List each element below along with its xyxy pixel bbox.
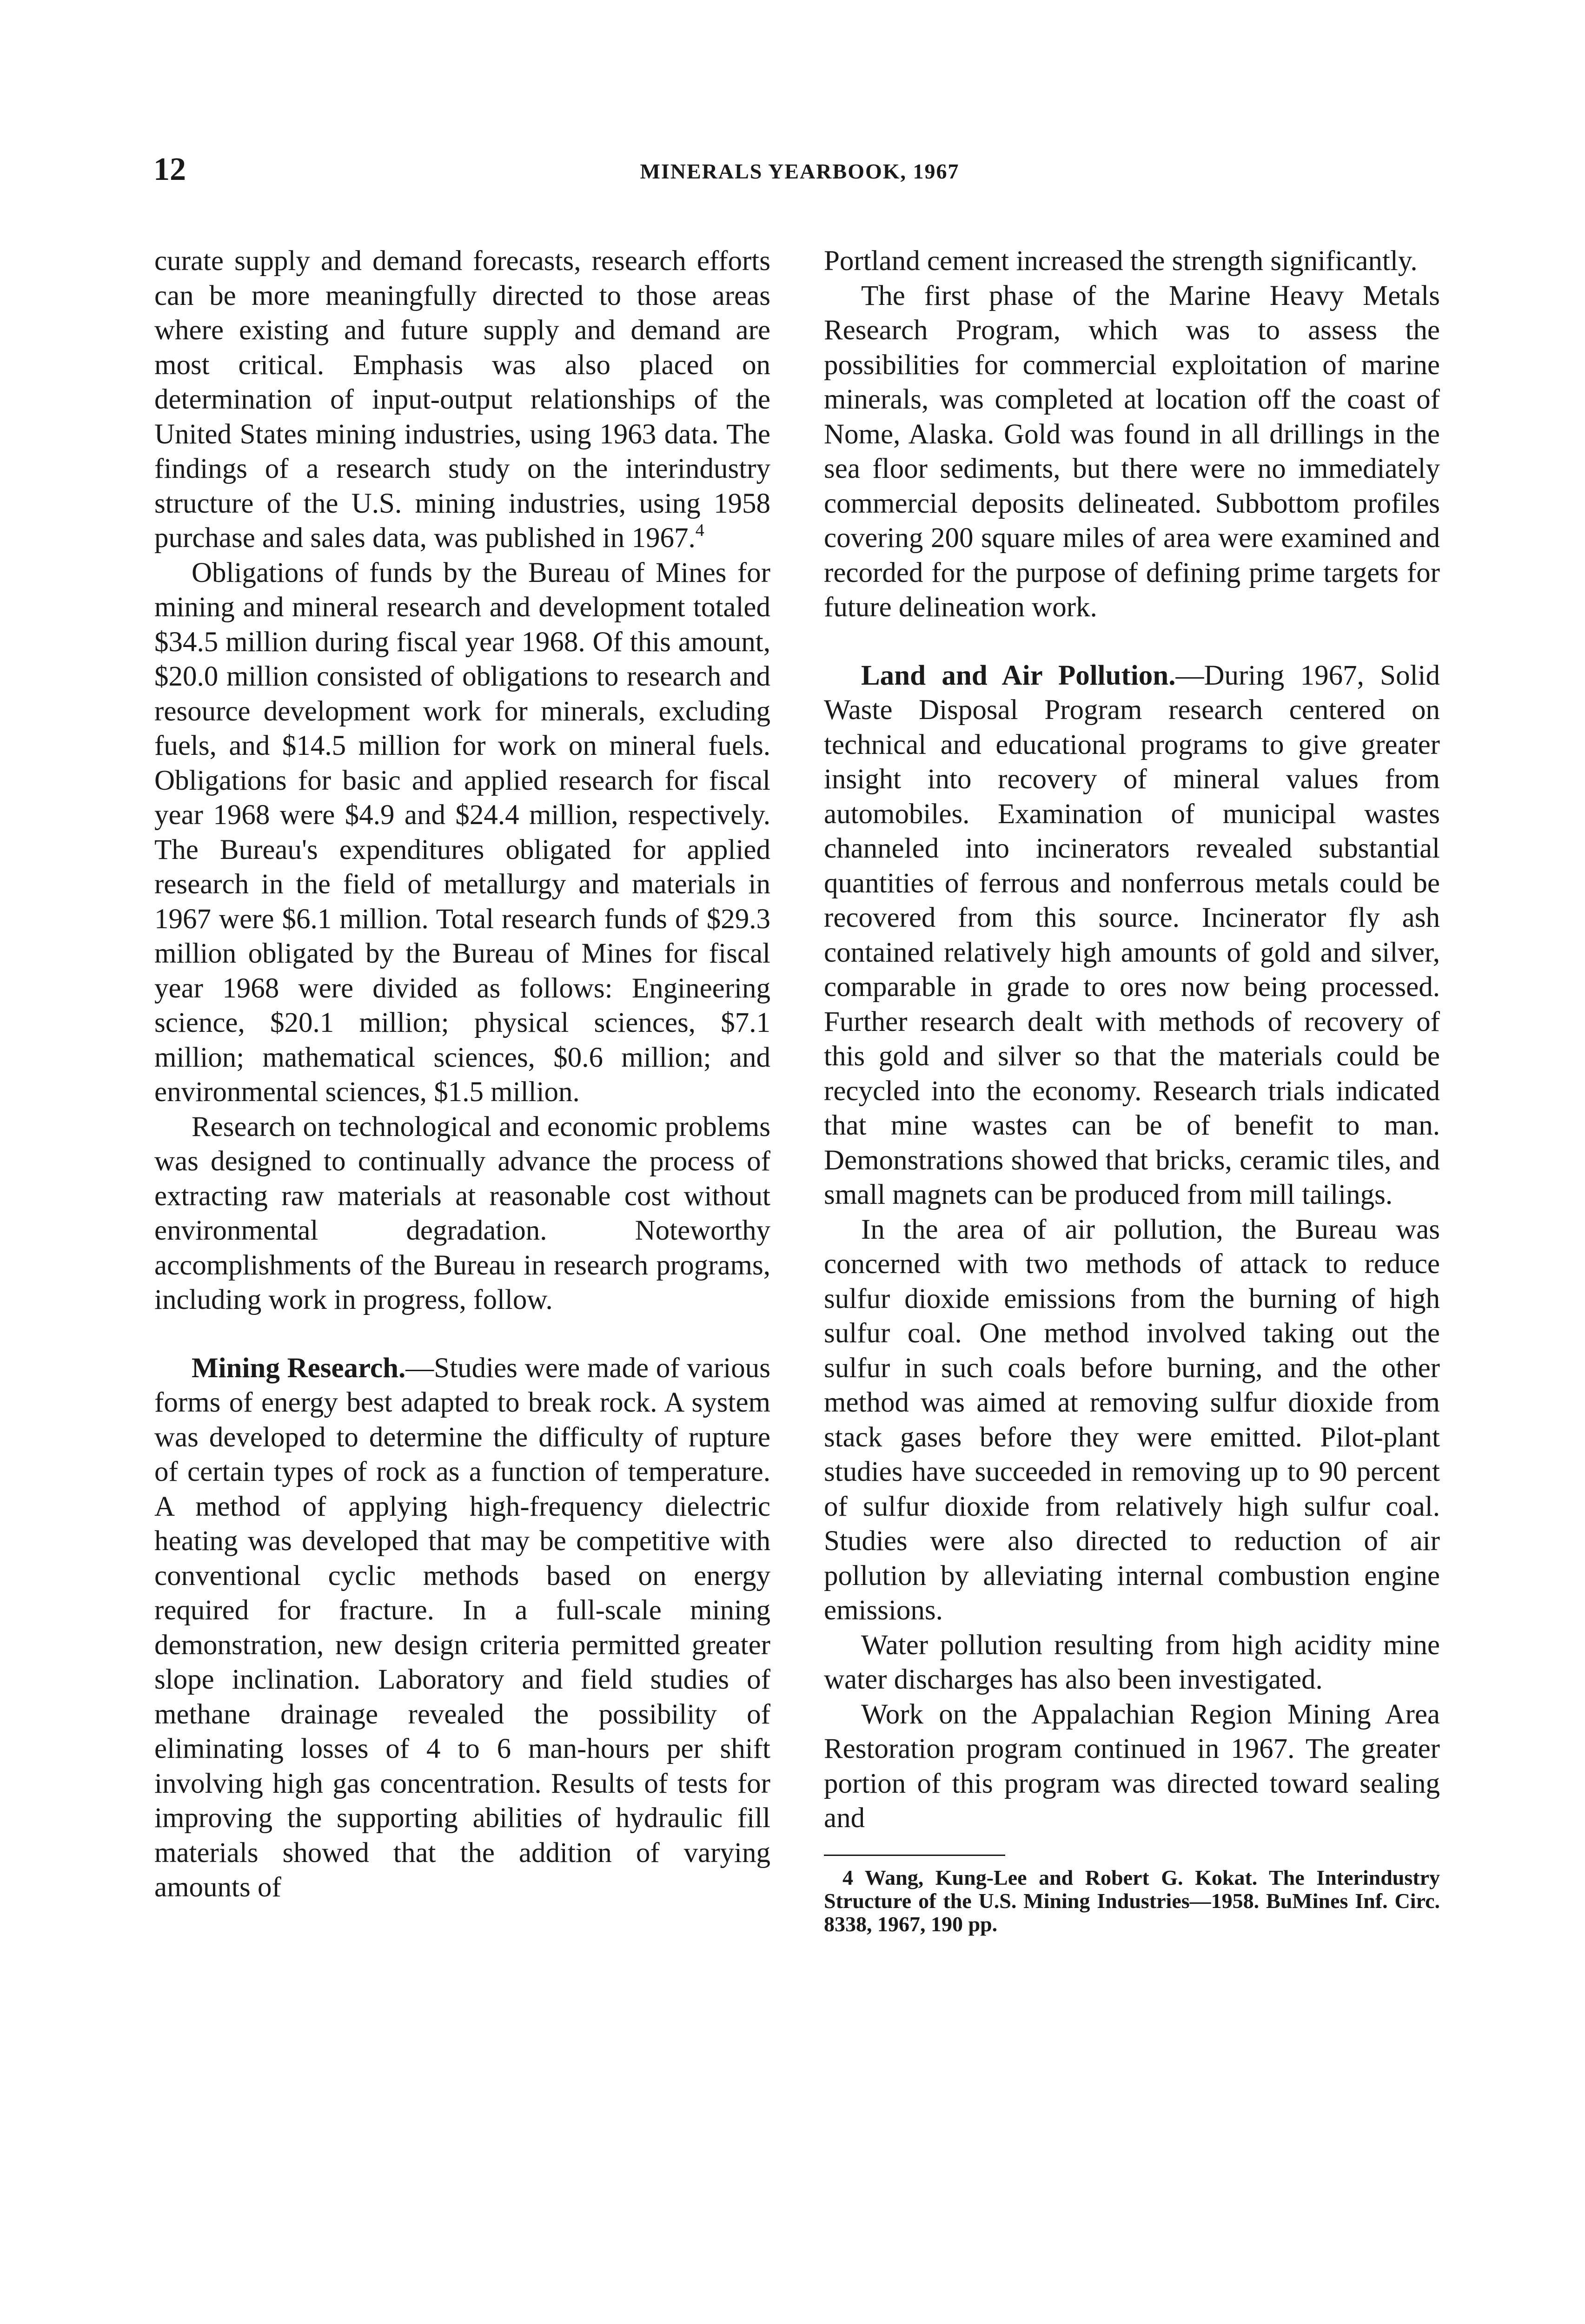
- footnote: 4 Wang, Kung-Lee and Robert G. Kokat. The Interindustry Structure of the U.S. Mining Industries—1958. BuMines Inf. Circ. 8338, 1967, 190 pp.: [824, 1865, 1440, 1936]
- section-heading: Land and Air Pollution.: [861, 660, 1176, 691]
- paragraph-text: curate supply and demand forecasts, research efforts can be more meaningfully directed to those areas where existing and future supply and demand are most critical. Emphasis was also placed on determination of input-output relationships of the United States mining industries, using 1963 data. The findings of a research study on the interindustry structure of the U.S. mining industries, using 1958 purchase and sales data, was published in 1967.: [154, 245, 770, 554]
- section-text: —Studies were made of various forms of energy best adapted to break rock. A system was developed to determine the difficulty of rupture of certain types of rock as a function of temperature. A method of applying high-frequency dielectric heating was developed that may be competitive with conventional cyclic methods based on energy required for fracture. In a full-scale mining demonstration, new design criteria permitted greater slope inclination. Laboratory and field studies of methane drainage revealed the possibility of eliminating losses of 4 to 6 man-hours per shift involving high gas concentration. Results of tests for improving the supporting abilities of hydraulic fill materials showed that the addition of varying amounts of: [154, 1352, 771, 1903]
- right-column: [824, 244, 1440, 1936]
- paragraph: Obligations of funds by the Bureau of Mines for mining and mineral research and development totaled $34.5 million during fiscal year 1968. Of this amount, $20.0 million consisted of obligations to research and resource development work for minerals, excluding fuels, and $14.5 million for work on mineral fuels. Obligations for basic and applied research for fiscal year 1968 were $4.9 and $24.4 million, respectively. The Bureau's expenditures obligated for applied research in the field of metallurgy and materials in 1967 were $6.1 million. Total research funds of $29.3 million obligated by the Bureau of Mines for fiscal year 1968 were divided as follows: Engineering science, $20.1 million; physical sciences, $7.1 million; mathematical sciences, $0.6 million; and environmental sciences, $1.5 million.: [154, 557, 770, 1108]
- left-column: [154, 244, 770, 1905]
- paragraph: Work on the Appalachian Region Mining Area Restoration program continued in 1967. The greater portion of this program was directed toward sealing and: [824, 1698, 1440, 1834]
- paragraph: Water pollution resulting from high acidity mine water discharges has also been investigated.: [824, 1629, 1440, 1695]
- page-header: [153, 153, 1446, 200]
- paragraph: Portland cement increased the strength significantly.: [824, 245, 1418, 277]
- section-text: —During 1967, Solid Waste Disposal Program research centered on technical and educational programs to give greater insight into recovery of mineral values from automobiles. Examination of municipal wastes channeled into incinerators revealed substantial quantities of ferrous and nonferrous metals could be recovered from this source. Incinerator fly ash contained relatively high amounts of gold and silver, comparable in grade to ores now being processed. Further research dealt with methods of recovery of this gold and silver so that the materials could be recycled into the economy. Research trials indicated that mine wastes can be of benefit to man. Demonstrations showed that bricks, ceramic tiles, and small magnets can be produced from mill tailings.: [824, 660, 1440, 1210]
- section-land-air-pollution: [824, 659, 1440, 1213]
- section-mining-research: [154, 1351, 770, 1905]
- paragraph: The first phase of the Marine Heavy Metals Research Program, which was to assess the possibilities for commercial exploitation of marine minerals, was completed at location off the coast of Nome, Alaska. Gold was found in all drillings in the sea floor sediments, but there were no immediately commercial deposits delineated. Subbottom profiles covering 200 square miles of area were examined and recorded for the purpose of defining prime targets for future delineation work.: [824, 280, 1440, 623]
- paragraph: In the area of air pollution, the Bureau was concerned with two methods of attack to reduce sulfur dioxide emissions from the burning of high sulfur coal. One method involved taking out the sulfur in such coals before burning, and the other method was aimed at removing sulfur dioxide from stack gases before they were emitted. Pilot-plant studies have succeeded in removing up to 90 percent of sulfur dioxide from relatively high sulfur coal. Studies were also directed to reduction of air pollution by alleviating internal combustion engine emissions.: [824, 1214, 1440, 1626]
- page-number: 12: [153, 152, 186, 187]
- running-title: MINERALS YEARBOOK, 1967: [640, 159, 960, 183]
- section-heading: Mining Research.: [192, 1352, 406, 1384]
- footnote-ref: 4: [695, 521, 704, 540]
- paragraph: [154, 244, 770, 556]
- paragraph: Research on technological and economic problems was designed to continually advance the process of extracting raw materials at reasonable cost without environmental degradation. Noteworthy accomplishments of the Bureau in research programs, including work in progress, follow.: [154, 1111, 770, 1315]
- footnote-divider: [824, 1855, 1005, 1856]
